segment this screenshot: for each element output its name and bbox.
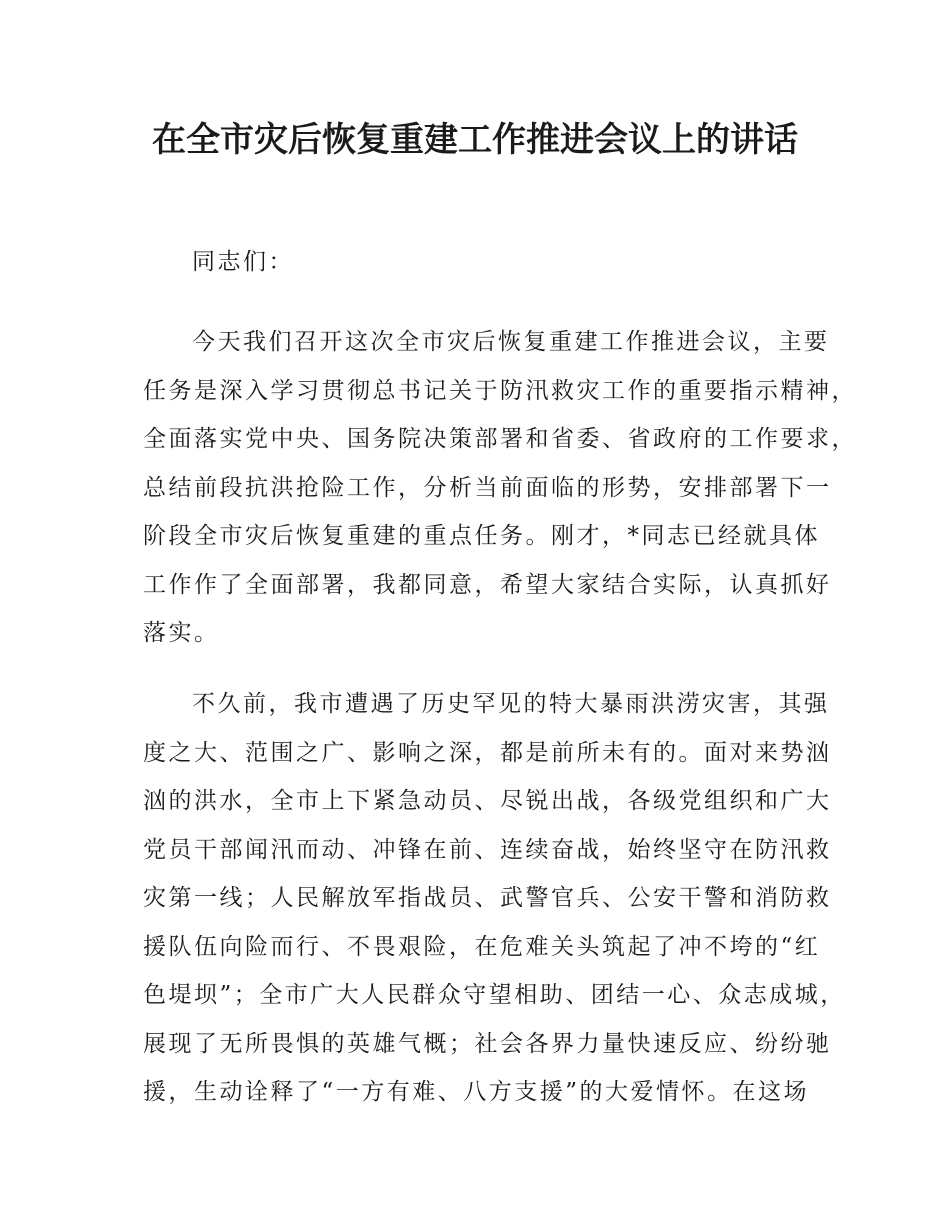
paragraph-line: 度之大、范围之广、影响之深，都是前所未有的。面对来势汹: [143, 739, 832, 766]
paragraph-line: 党员干部闻汛而动、冲锋在前、连续奋战，始终坚守在防汛救: [143, 836, 832, 863]
paragraph-line: 任务是深入学习贯彻总书记关于防汛救灾工作的重要指示精神，: [143, 377, 857, 404]
paragraph-line: 不久前，我市遭遇了历史罕见的特大暴雨洪涝灾害，其强: [192, 691, 830, 717]
paragraph-line: 援队伍向险而行、不畏艰险，在危难关头筑起了冲不垮的“红: [143, 933, 821, 960]
page-title: 在全市灾后恢复重建工作推进会议上的讲话: [152, 120, 798, 160]
paragraph-line: 色堤坝”；全市广大人民群众守望相助、团结一心、众志成城，: [143, 982, 846, 1008]
paragraph-1: [143, 318, 857, 658]
salutation: [143, 238, 813, 287]
paragraph-line: 灾第一线；人民解放军指战员、武警官兵、公安干警和消防救: [143, 885, 832, 911]
paragraph-line: 总结前段抗洪抢险工作，分析当前面临的形势，安排部署下一: [143, 474, 832, 501]
paragraph-line: 工作作了全面部署，我都同意，希望大家结合实际，认真抓好: [143, 571, 832, 598]
paragraph-line: 汹的洪水，全市上下紧急动员、尽锐出战，各级党组织和广大: [143, 788, 832, 814]
paragraph-line: 展现了无所畏惧的英雄气概；社会各界力量快速反应、纷纷驰: [143, 1030, 832, 1057]
paragraph-line: 全面落实党中央、国务院决策部署和省委、省政府的工作要求，: [143, 426, 857, 452]
paragraph-line: 阶段全市灾后恢复重建的重点任务。刚才，*同志已经就具体: [143, 523, 820, 549]
paragraph-line: 落实。: [143, 620, 220, 646]
paragraph-line: 今天我们召开这次全市灾后恢复重建工作推进会议，主要: [192, 329, 830, 355]
paragraph-2: [143, 680, 846, 1117]
paragraph-line: 援，生动诠释了“一方有难、八方支援”的大爱情怀。在这场: [143, 1079, 810, 1105]
salutation-text: 同志们：: [192, 249, 294, 275]
